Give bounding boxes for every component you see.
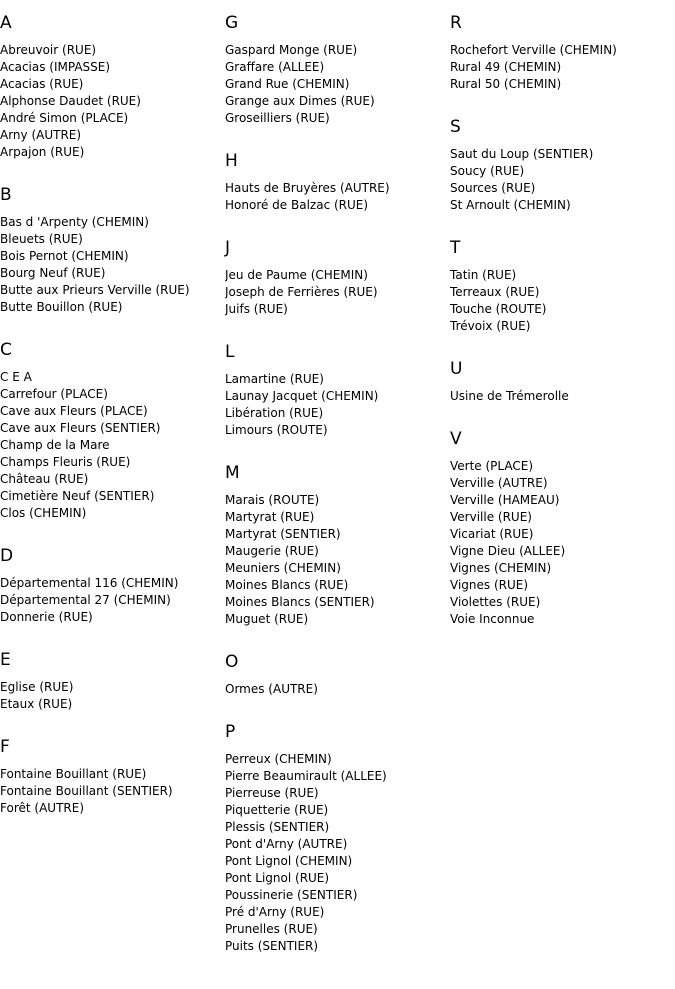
street-item: Bas d 'Arpenty (CHEMIN) <box>0 215 149 229</box>
street-item: Donnerie (RUE) <box>0 610 93 624</box>
street-item: Bourg Neuf (RUE) <box>0 266 106 280</box>
street-item: Champs Fleuris (RUE) <box>0 455 131 469</box>
letter-heading: H <box>225 151 238 171</box>
street-item: Maugerie (RUE) <box>225 544 319 558</box>
street-item: Tatin (RUE) <box>450 268 517 282</box>
street-item: Château (RUE) <box>0 472 89 486</box>
street-item: Acacias (IMPASSE) <box>0 60 111 74</box>
letter-group <box>0 545 225 626</box>
street-item: Rural 49 (CHEMIN) <box>450 60 562 74</box>
letter-group <box>450 116 675 214</box>
street-item: Verte (PLACE) <box>450 459 534 473</box>
letter-heading: C <box>0 340 12 360</box>
street-item: Muguet (RUE) <box>225 612 309 626</box>
letter-heading: T <box>450 238 461 258</box>
street-item: Acacias (RUE) <box>0 77 84 91</box>
street-item: Voie Inconnue <box>450 612 535 626</box>
street-item: Pierre Beaumirault (ALLEE) <box>225 769 387 783</box>
street-item: Piquetterie (RUE) <box>225 803 329 817</box>
letter-group <box>450 237 675 335</box>
letter-heading: D <box>0 546 14 566</box>
street-item: Pont Lignol (CHEMIN) <box>225 854 353 868</box>
letter-heading: M <box>225 463 240 483</box>
letter-group <box>0 339 225 522</box>
street-item: Joseph de Ferrières (RUE) <box>225 285 378 299</box>
street-item: Abreuvoir (RUE) <box>0 43 97 57</box>
street-item: Pont Lignol (RUE) <box>225 871 330 885</box>
street-item: Etaux (RUE) <box>0 697 73 711</box>
letter-heading: E <box>0 650 11 670</box>
street-item: Soucy (RUE) <box>450 164 525 178</box>
letter-group <box>225 651 450 698</box>
street-item: Arny (AUTRE) <box>0 128 82 142</box>
street-item: Limours (ROUTE) <box>225 423 328 437</box>
street-item: St Arnoult (CHEMIN) <box>450 198 571 212</box>
street-item: Fontaine Bouillant (SENTIER) <box>0 784 173 798</box>
letter-group <box>0 12 225 161</box>
street-item: Marais (ROUTE) <box>225 493 320 507</box>
street-item: Vignes (CHEMIN) <box>450 561 552 575</box>
street-item: Trévoix (RUE) <box>450 319 531 333</box>
letter-heading: V <box>450 429 462 449</box>
street-item: Verville (RUE) <box>450 510 532 524</box>
street-item: Butte Bouillon (RUE) <box>0 300 123 314</box>
street-item: Hauts de Bruyères (AUTRE) <box>225 181 390 195</box>
street-item: Violettes (RUE) <box>450 595 541 609</box>
street-item: Arpajon (RUE) <box>0 145 85 159</box>
letter-heading: R <box>450 13 462 33</box>
street-item: Groseilliers (RUE) <box>225 111 330 125</box>
street-item: Terreaux (RUE) <box>450 285 540 299</box>
street-item: Départemental 116 (CHEMIN) <box>0 576 179 590</box>
street-item: Touche (ROUTE) <box>450 302 547 316</box>
street-item: Jeu de Paume (CHEMIN) <box>225 268 368 282</box>
street-item: Cave aux Fleurs (SENTIER) <box>0 421 161 435</box>
letter-heading: O <box>225 652 239 672</box>
street-item: Moines Blancs (RUE) <box>225 578 349 592</box>
street-item: Verville (AUTRE) <box>450 476 548 490</box>
letter-group <box>225 150 450 214</box>
letter-heading: F <box>0 737 10 757</box>
street-item: Sources (RUE) <box>450 181 536 195</box>
letter-group <box>225 341 450 439</box>
letter-group <box>225 721 450 955</box>
street-item: Plessis (SENTIER) <box>225 820 330 834</box>
letter-group <box>450 428 675 628</box>
street-item: Vigne Dieu (ALLEE) <box>450 544 566 558</box>
street-item: Graffare (ALLEE) <box>225 60 325 74</box>
street-item: Bois Pernot (CHEMIN) <box>0 249 129 263</box>
street-item: Meuniers (CHEMIN) <box>225 561 341 575</box>
street-item: Martyrat (RUE) <box>225 510 315 524</box>
index-column-2 <box>225 12 450 978</box>
street-item: Eglise (RUE) <box>0 680 74 694</box>
street-item: Rural 50 (CHEMIN) <box>450 77 562 91</box>
index-column-3 <box>450 12 675 651</box>
letter-heading: P <box>225 722 236 742</box>
street-item: Verville (HAMEAU) <box>450 493 560 507</box>
letter-group <box>450 358 675 405</box>
street-item: Perreux (CHEMIN) <box>225 752 332 766</box>
street-item: Honoré de Balzac (RUE) <box>225 198 369 212</box>
street-item: Prunelles (RUE) <box>225 922 318 936</box>
street-item: Champ de la Mare <box>0 438 110 452</box>
letter-heading: S <box>450 117 461 137</box>
street-item: Vicariat (RUE) <box>450 527 534 541</box>
street-item: Martyrat (SENTIER) <box>225 527 341 541</box>
street-item: Grand Rue (CHEMIN) <box>225 77 350 91</box>
street-item: Moines Blancs (SENTIER) <box>225 595 375 609</box>
street-item: Pré d'Arny (RUE) <box>225 905 325 919</box>
street-item: Poussinerie (SENTIER) <box>225 888 358 902</box>
street-item: Libération (RUE) <box>225 406 324 420</box>
street-item: Butte aux Prieurs Verville (RUE) <box>0 283 190 297</box>
street-item: C E A <box>0 370 32 384</box>
street-item: Puits (SENTIER) <box>225 939 319 953</box>
street-item: Launay Jacquet (CHEMIN) <box>225 389 379 403</box>
street-item: André Simon (PLACE) <box>0 111 129 125</box>
letter-heading: A <box>0 13 12 33</box>
street-item: Alphonse Daudet (RUE) <box>0 94 141 108</box>
letter-heading: B <box>0 185 12 205</box>
letter-group <box>450 12 675 93</box>
letter-group <box>225 462 450 628</box>
letter-group <box>0 184 225 316</box>
street-item: Ormes (AUTRE) <box>225 682 318 696</box>
letter-group <box>0 736 225 817</box>
street-item: Pont d'Arny (AUTRE) <box>225 837 348 851</box>
street-item: Fontaine Bouillant (RUE) <box>0 767 147 781</box>
street-item: Gaspard Monge (RUE) <box>225 43 358 57</box>
street-item: Pierreuse (RUE) <box>225 786 319 800</box>
letter-group <box>225 237 450 318</box>
index-column-1 <box>0 12 225 840</box>
street-item: Grange aux Dimes (RUE) <box>225 94 375 108</box>
street-item: Départemental 27 (CHEMIN) <box>0 593 171 607</box>
street-item: Cave aux Fleurs (PLACE) <box>0 404 148 418</box>
street-item: Vignes (RUE) <box>450 578 529 592</box>
street-item: Rochefort Verville (CHEMIN) <box>450 43 617 57</box>
letter-group <box>225 12 450 127</box>
street-item: Usine de Trémerolle <box>450 389 569 403</box>
letter-heading: G <box>225 13 239 33</box>
street-item: Cimetière Neuf (SENTIER) <box>0 489 155 503</box>
street-item: Saut du Loup (SENTIER) <box>450 147 594 161</box>
street-item: Bleuets (RUE) <box>0 232 83 246</box>
street-item: Clos (CHEMIN) <box>0 506 87 520</box>
street-item: Juifs (RUE) <box>225 302 288 316</box>
street-item: Carrefour (PLACE) <box>0 387 108 401</box>
letter-heading: L <box>225 342 235 362</box>
letter-group <box>0 649 225 713</box>
street-item: Lamartine (RUE) <box>225 372 324 386</box>
street-item: Forêt (AUTRE) <box>0 801 84 815</box>
letter-heading: J <box>225 238 231 258</box>
letter-heading: U <box>450 359 463 379</box>
